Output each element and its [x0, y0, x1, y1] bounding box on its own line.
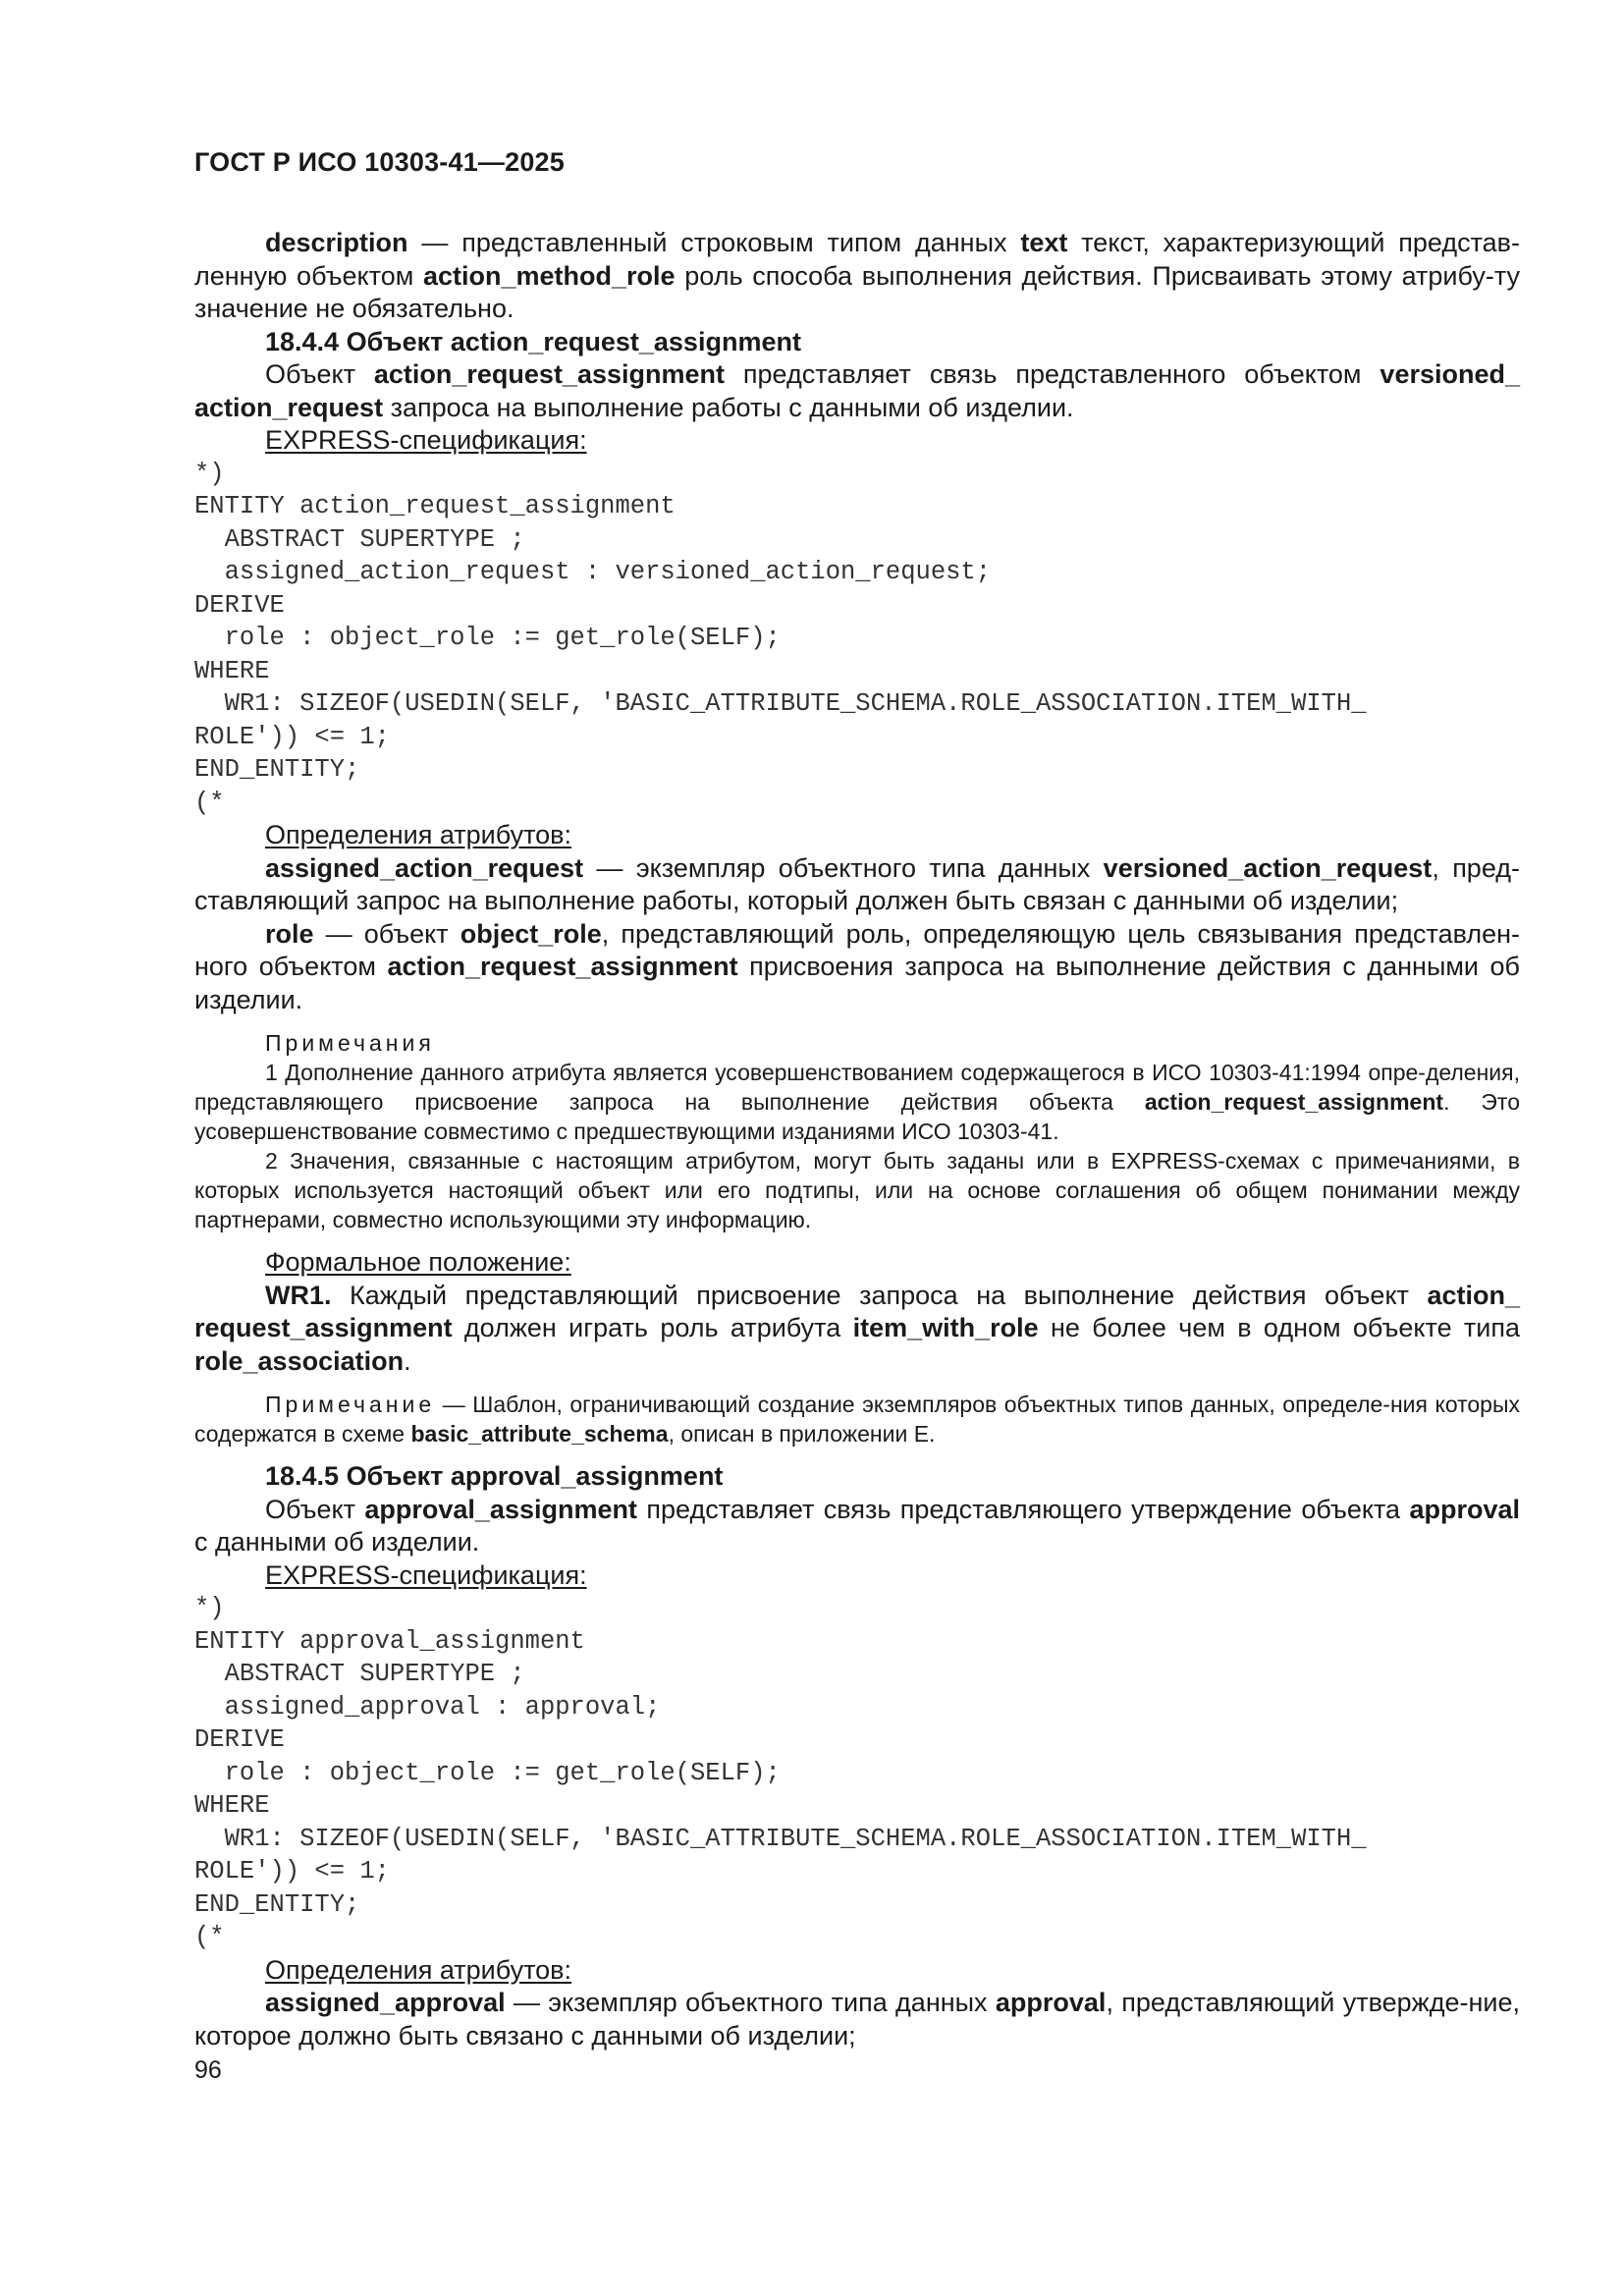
attribute-definition: assigned_action_request — экземпляр объектного типа данных versioned_action_request, пред-ставляющий запрос на выполнение работы, который должен быть связан с данными об изделии;	[194, 852, 1520, 915]
note-item: 1 Дополнение данного атрибута является усовершенствованием содержащегося в ИСО 10303-41:1994 опре-деления, представляющего присвоение запроса на выполнение действия объекта action_request_assignment. Это усовершенствование совместимо с предшествующими изданиями ИСО 10303-41.	[194, 1060, 1520, 1144]
section-intro-paragraph: Объект approval_assignment представляет связь представляющего утверждение объекта approval с данными об изделии.	[194, 1494, 1521, 1557]
attribute-definition: role — объект object_role, представляющий роль, определяющую цель связывания представлен-ного объектом action_request_assignment присвоения запроса на выполнение действия с данными об изделии.	[194, 918, 1520, 1014]
note-item: 2 Значения, связанные с настоящим атрибутом, могут быть заданы или в EXPRESS-схемах с примечаниями, в которых используется настоящий объект или его подтипы, или на основе соглашения об общем понимании между партнерами, совместно использующими эту информацию.	[194, 1148, 1520, 1232]
attribute-definitions-label: Определения атрибутов:	[265, 820, 572, 849]
term-description: description	[265, 228, 408, 257]
page-number: 96	[194, 2056, 222, 2084]
where-rule-paragraph: WR1. Каждый представляющий присвоение запроса на выполнение действия объект action_ request_assignment должен играть роль атрибута item_with_role не более чем в одном объекте типа role_association.	[194, 1280, 1521, 1376]
attribute-definitions-label: Определения атрибутов:	[265, 1954, 572, 1985]
note-single: Примечание — Шаблон, ограничивающий создание экземпляров объектных типов данных, определе-ния которых содержатся в схеме basic_attribute_schema, описан в приложении Е.	[194, 1392, 1520, 1447]
attribute-definition: assigned_approval — экземпляр объектного типа данных approval, представляющий утвержде-ние, которое должно быть связано с данными об изделии;	[194, 1988, 1520, 2050]
express-spec-label: EXPRESS-спецификация:	[265, 425, 587, 455]
notes-block	[194, 1028, 1520, 1234]
formal-provision-label: Формальное положение:	[265, 1247, 571, 1277]
section-heading-action-request-assignment: 18.4.4 Объект action_request_assignment	[265, 326, 801, 356]
description-paragraph: description — представленный строковым типом данных text текст, характеризующий представ-ленную объектом action_method_role роль способа выполнения действия. Присваивать этому атрибу-ту значение не обязательно.	[194, 228, 1521, 323]
section-heading-approval-assignment: 18.4.5 Объект approval_assignment	[265, 1461, 724, 1491]
express-code-block: *) ENTITY approval_assignment ABSTRACT SUPERTYPE ; assigned_approval : approval; DERIVE role : object_role := get_role(SELF); WHERE WR1: SIZEOF(USEDIN(SELF, 'BASIC_ATTRIBUTE_SCHEMA.ROLE_ASSOCIATION.ITEM_WITH_ ROLE')) <= 1; END_ENTITY; (*	[194, 1594, 1367, 1951]
notes-title: Примечания	[265, 1030, 435, 1056]
express-code-block: *) ENTITY action_request_assignment ABSTRACT SUPERTYPE ; assigned_action_request : versioned_action_request; DERIVE role : object_role := get_role(SELF); WHERE WR1: SIZEOF(USEDIN(SELF, 'BASIC_ATTRIBUTE_SCHEMA.ROLE_ASSOCIATION.ITEM_WITH_ ROLE')) <= 1; END_ENTITY; (*	[194, 459, 1367, 817]
document-page	[194, 147, 1520, 2085]
document-header: ГОСТ Р ИСО 10303-41—2025	[194, 147, 565, 177]
section-intro-paragraph: Объект action_request_assignment представляет связь представленного объектом versioned_ action_request запроса на выполнение работы с данными об изделии.	[194, 359, 1520, 422]
express-spec-label: EXPRESS-спецификация:	[265, 1559, 587, 1590]
